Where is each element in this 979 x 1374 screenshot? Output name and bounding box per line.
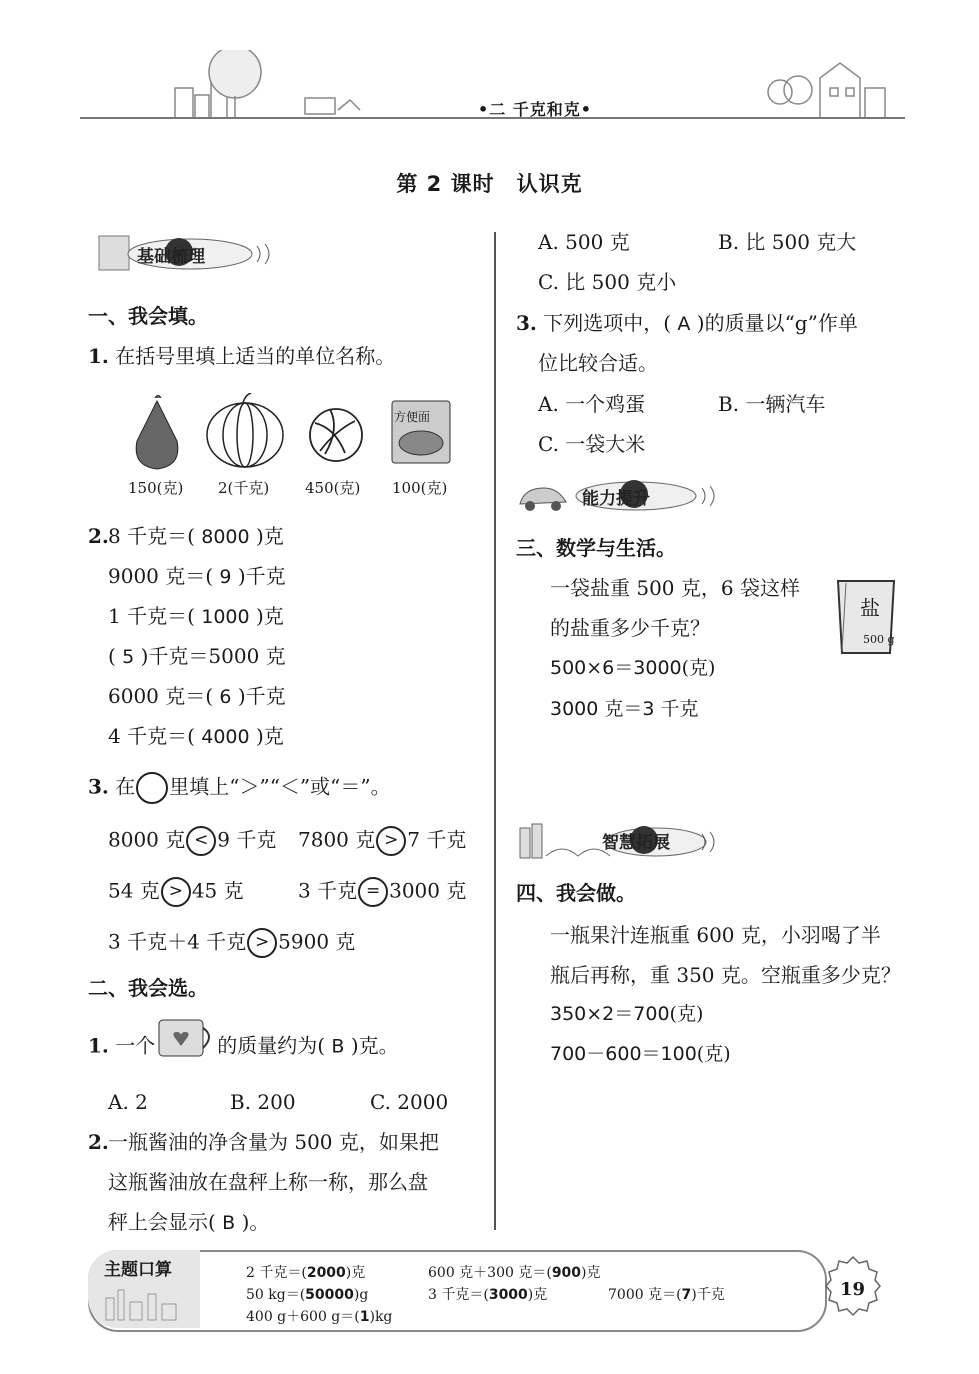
q2-line-3: 1 千克＝( 1000 )克 xyxy=(108,604,284,628)
section-1-heading: 一、我会填。 xyxy=(88,304,208,328)
choice-3-line-1: 3. 下列选项中，( A )的质量以“g”作单 xyxy=(516,311,858,335)
q3-stem: 3. 在 里填上“＞”“＜”或“＝”。 xyxy=(88,772,391,804)
pumpkin-icon xyxy=(207,393,283,467)
choice-3-opt-b: B. 一辆汽车 xyxy=(718,392,826,416)
item-label-noodle: 100(克) xyxy=(392,479,448,497)
q2-line-4: ( 5 )千克＝5000 克 xyxy=(108,644,286,668)
page-number: 19 xyxy=(840,1279,866,1300)
banner-ability-text: 能力提升 xyxy=(582,489,650,509)
choice-3-opt-c: C. 一袋大米 xyxy=(538,432,646,456)
choice-2-line-2: 这瓶酱油放在盘秤上称一称，那么盘 xyxy=(108,1170,428,1194)
q2-line-2: 9000 克＝( 9 )千克 xyxy=(108,564,286,588)
volleyball-icon xyxy=(310,409,362,461)
do-answer-2: 700－600＝100(克) xyxy=(550,1043,731,1065)
compare-3: 54 克 > 45 克 xyxy=(108,877,244,907)
choice-1-opt-a: A. 2 xyxy=(108,1090,148,1114)
item-label-volleyball: 450(克) xyxy=(305,479,361,497)
footer-calc-3: 50 kg＝(50000)g xyxy=(246,1287,369,1303)
do-answer-1: 350×2＝700(克) xyxy=(550,1003,704,1025)
section-2-heading: 二、我会选。 xyxy=(88,976,208,1000)
choice-1-opt-b: B. 200 xyxy=(230,1090,296,1114)
footer-calc-2: 600 克＋300 克＝(900)克 xyxy=(428,1265,601,1281)
chapter-title: •二 千克和克• xyxy=(478,100,593,119)
do-line-2: 瓶后再称，重 350 克。空瓶重多少克？ xyxy=(550,963,901,987)
pear-icon xyxy=(136,396,178,470)
banner-basic-text: 基础梳理 xyxy=(137,247,205,267)
life-line-1: 一袋盐重 500 克，6 袋这样 xyxy=(550,576,800,600)
item-label-pumpkin: 2(千克) xyxy=(218,479,270,497)
empty-circle-icon xyxy=(136,772,168,804)
salt-label: 盐 xyxy=(860,596,880,620)
banner-basic xyxy=(95,232,275,274)
compare-4: 3 千克 = 3000 克 xyxy=(298,877,466,907)
footer-calc-5: 7000 克＝(7)千克 xyxy=(608,1287,725,1303)
choice-3-line-2: 位比较合适。 xyxy=(538,351,658,375)
choice-2-number: 2. xyxy=(88,1130,109,1154)
item-label-pear: 150(克) xyxy=(128,479,184,497)
footer-calc-6: 400 g＋600 g＝(1)kg xyxy=(246,1309,393,1325)
footer-calc-4: 3 千克＝(3000)克 xyxy=(428,1287,548,1303)
banner-wisdom-text: 智慧拓展 xyxy=(602,833,670,853)
choice-2-opt-c: C. 比 500 克小 xyxy=(538,270,677,294)
noodle-label: 方便面 xyxy=(394,410,431,424)
column-divider xyxy=(494,232,496,1230)
mug-icon xyxy=(155,1016,217,1060)
footer-calc-1: 2 千克＝(2000)克 xyxy=(246,1265,366,1281)
choice-2-opt-a: A. 500 克 xyxy=(538,230,630,254)
banner-wisdom xyxy=(516,818,716,864)
q2-number: 2. xyxy=(88,524,109,548)
section-3-heading: 三、数学与生活。 xyxy=(516,536,676,560)
choice-3-opt-a: A. 一个鸡蛋 xyxy=(538,392,646,416)
choice-1-stem: 1. 一个 的质量约为( B )克。 xyxy=(88,1034,399,1060)
lesson-title: 第 2 课时 认识克 xyxy=(396,172,583,196)
q2-line-5: 6000 克＝( 6 )千克 xyxy=(108,684,286,708)
salt-weight: 500 g xyxy=(863,633,895,646)
q2-line-6: 4 千克＝( 4000 )克 xyxy=(108,724,284,748)
item-illustrations xyxy=(130,393,460,473)
q1-stem: 1. 在括号里填上适当的单位名称。 xyxy=(88,344,396,368)
life-line-2: 的盐重多少千克？ xyxy=(550,616,710,640)
compare-1: 8000 克 < 9 千克 xyxy=(108,826,276,856)
compare-2: 7800 克 > 7 千克 xyxy=(298,826,466,856)
choice-1-opt-c: C. 2000 xyxy=(370,1090,449,1114)
q2-line-1: 8 千克＝( 8000 )克 xyxy=(108,524,284,548)
life-answer-1: 500×6＝3000(克) xyxy=(550,657,716,679)
choice-2-line-1: 一瓶酱油的净含量为 500 克，如果把 xyxy=(108,1130,439,1154)
choice-2-line-3: 秤上会显示( B )。 xyxy=(108,1210,270,1234)
life-answer-2: 3000 克＝3 千克 xyxy=(550,698,699,720)
skyline-icon xyxy=(96,1284,192,1322)
compare-5: 3 千克＋4 千克 > 5900 克 xyxy=(108,928,355,958)
mental-math-title: 主题口算 xyxy=(104,1260,172,1280)
banner-ability xyxy=(516,474,716,516)
choice-2-opt-b: B. 比 500 克大 xyxy=(718,230,857,254)
do-line-1: 一瓶果汁连瓶重 600 克，小羽喝了半 xyxy=(550,923,881,947)
section-4-heading: 四、我会做。 xyxy=(516,881,636,905)
